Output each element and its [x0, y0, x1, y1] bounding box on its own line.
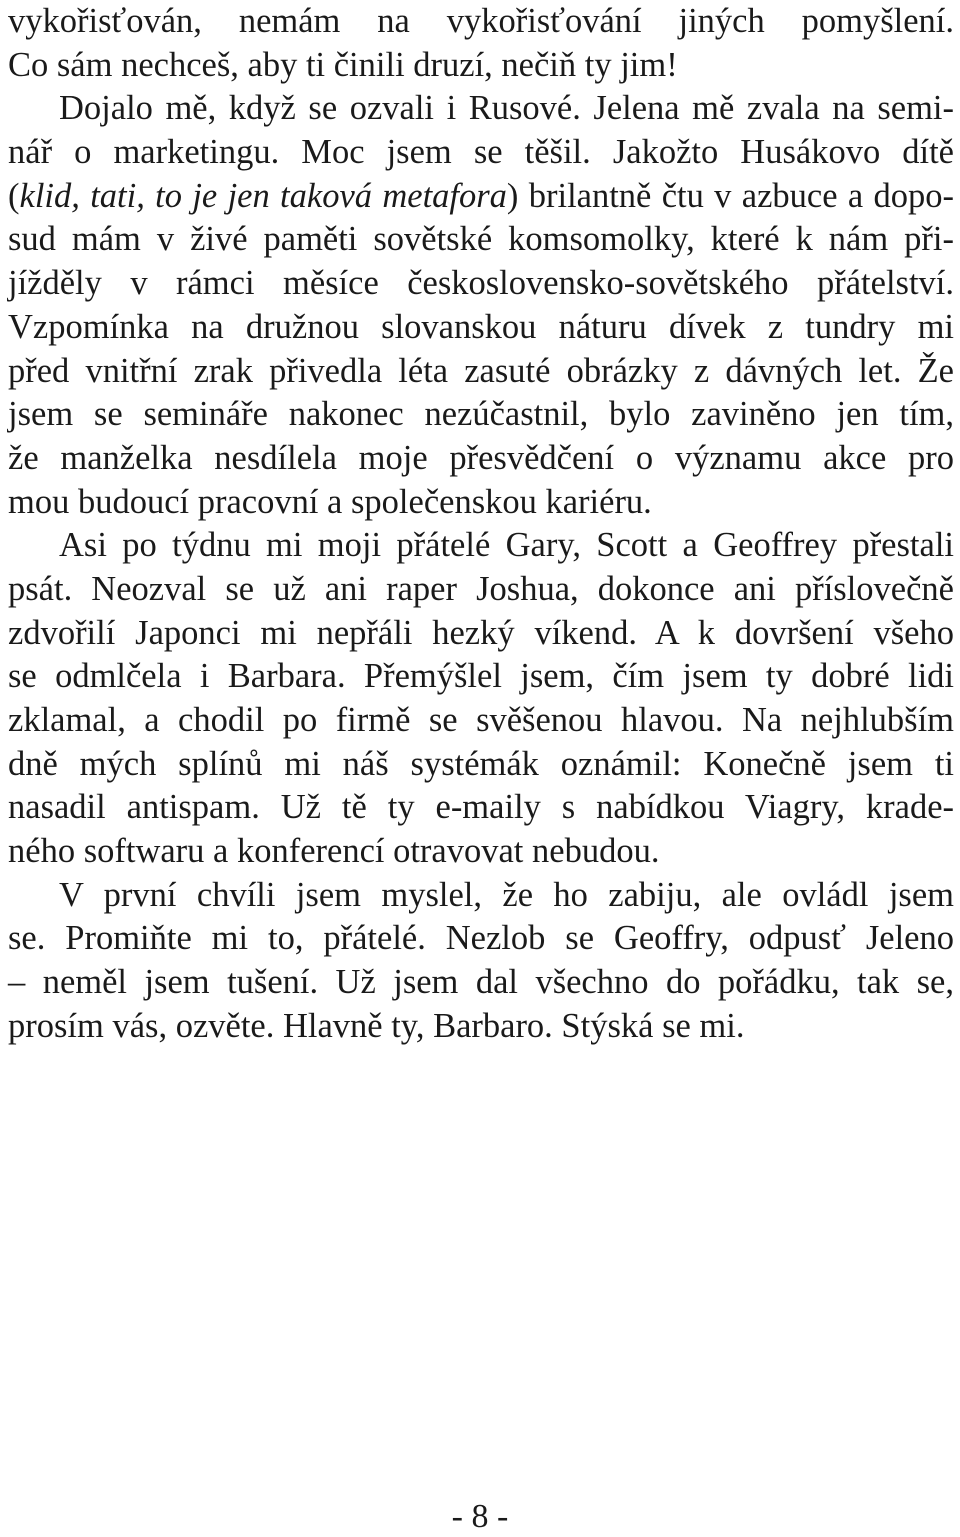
- text-line: dně mých splínů mi náš systémák oznámil: Konečně jsem ti: [8, 744, 954, 783]
- paragraph-2: [8, 87, 954, 524]
- text-line: zdvořilí Japonci mi nepřáli hezký víkend. A k dovršení všeho: [8, 613, 954, 652]
- paragraph-4: [8, 874, 954, 1049]
- text-line: Co sám nechceš, aby ti činili druzí, nečiň ty jim!: [8, 45, 678, 84]
- text-line: sud mám v živé paměti sovětské komsomolky, které k nám při-: [8, 220, 954, 259]
- text-fragment: ) brilantně čtu v azbuce a dopo-: [506, 176, 954, 215]
- text-line: že manželka nesdílela moje přesvědčení o významu akce pro: [8, 438, 954, 477]
- text-line-with-italic: [8, 175, 954, 219]
- text-line: se odmlčela i Barbara. Přemýšlel jsem, čím jsem ty dobré lidi: [8, 657, 954, 696]
- paragraph-1: [8, 0, 954, 87]
- text-line: jsem se semináře nakonec nezúčastnil, bylo zaviněno jen tím,: [8, 395, 954, 434]
- text-line: mou budoucí pracovní a společenskou kariéru.: [8, 482, 652, 521]
- text-line: Asi po týdnu mi moji přátelé Gary, Scott a Geoffrey přestali: [59, 526, 954, 565]
- text-line: jížděly v rámci měsíce československo-sovětského přátelství.: [8, 264, 954, 303]
- italic-aside: klid, tati, to je jen taková metafora: [19, 176, 507, 215]
- page-number: - 8 -: [451, 1498, 509, 1535]
- text-line: nář o marketingu. Moc jsem se těšil. Jakožto Husákovo dítě: [8, 133, 954, 172]
- text-line: se. Promiňte mi to, přátelé. Nezlob se Geoffry, odpusť Jeleno: [8, 919, 954, 958]
- book-page: [8, 0, 954, 1049]
- open-parenthesis: (: [8, 176, 20, 215]
- text-line: nasadil antispam. Už tě ty e-maily s nabídkou Viagry, krade-: [8, 788, 954, 827]
- text-line: – neměl jsem tušení. Už jsem dal všechno do pořádku, tak se,: [8, 963, 954, 1002]
- text-line: Vzpomínka na družnou slovanskou náturu dívek z tundry mi: [8, 307, 954, 346]
- text-line: prosím vás, ozvěte. Hlavně ty, Barbaro. Stýská se mi.: [8, 1006, 745, 1045]
- paragraph-3: [8, 524, 954, 874]
- text-line: před vnitřní zrak přivedla léta zasuté obrázky z dávných let. Že: [8, 351, 954, 390]
- text-line: Dojalo mě, když se ozvali i Rusové. Jelena mě zvala na semi-: [59, 89, 954, 128]
- text-line: ného softwaru a konferencí otravovat nebudou.: [8, 832, 660, 871]
- text-line: V první chvíli jsem myslel, že ho zabiju, ale ovládl jsem: [59, 875, 954, 914]
- text-line: zklamal, a chodil po firmě se svěšenou hlavou. Na nejhlubším: [8, 701, 954, 739]
- text-line: vykořisťován, nemám na vykořisťování jiných pomyšlení.: [8, 2, 954, 40]
- text-line: psát. Neozval se už ani raper Joshua, dokonce ani příslovečně: [8, 569, 954, 608]
